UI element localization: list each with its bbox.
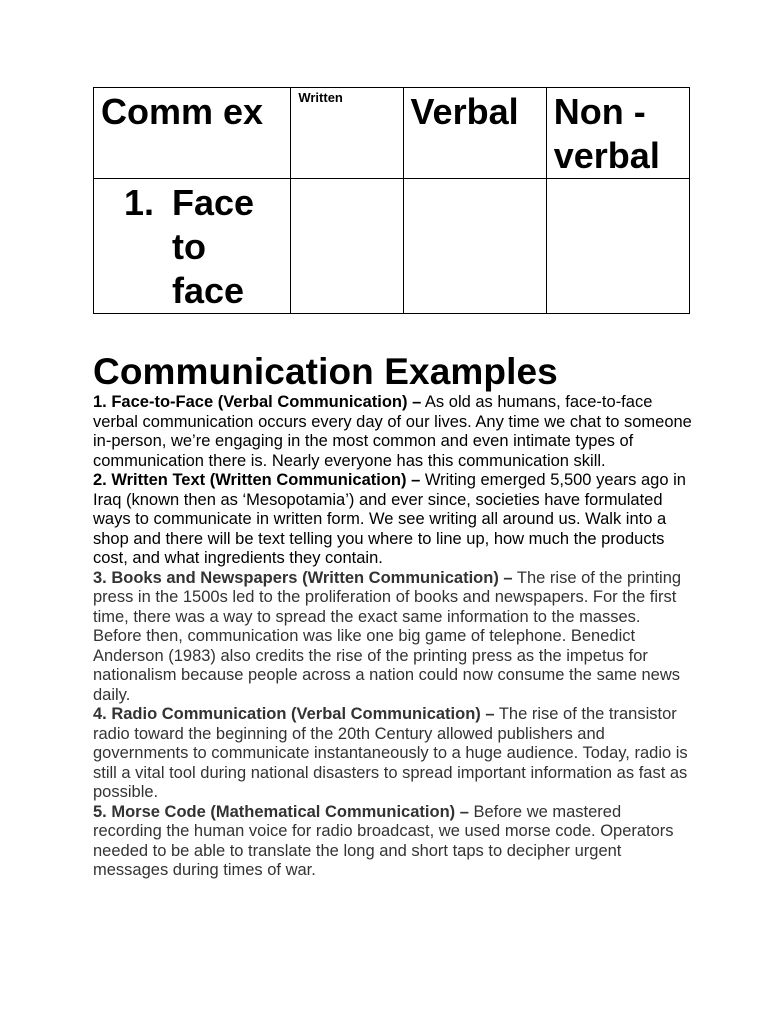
communication-table bbox=[93, 87, 690, 314]
example-paragraph bbox=[93, 705, 693, 803]
header-non-verbal: Non - verbal bbox=[546, 88, 689, 179]
examples-section bbox=[93, 350, 693, 881]
section-title: Communication Examples bbox=[93, 351, 558, 392]
example-body: The rise of the printing press in the 1500s led to the proliferation of books and newspapers. For the first time, there was a way to spread the exact same information to the masses. Before then, communication was like one big game of telephone. Benedict Anderson (1983) also credits the rise of the printing press as the impetus for nationalism because people across a nation could now consume the same news daily. bbox=[93, 568, 682, 704]
header-verbal: Verbal bbox=[403, 88, 546, 179]
example-heading: 3. Books and Newspapers (Written Communication) – bbox=[93, 568, 513, 587]
row-label: Face to face bbox=[172, 182, 255, 311]
numbered-list-item bbox=[124, 181, 286, 313]
table-row bbox=[94, 179, 690, 314]
example-paragraph bbox=[93, 803, 693, 881]
cell-nonverbal bbox=[546, 179, 689, 314]
example-paragraph bbox=[93, 569, 693, 706]
cell-verbal bbox=[403, 179, 546, 314]
example-paragraph bbox=[93, 471, 693, 569]
table-header-row bbox=[94, 88, 690, 179]
header-written: Written bbox=[291, 88, 403, 179]
example-paragraph bbox=[93, 393, 693, 471]
example-body: Writing emerged 5,500 years ago in Iraq (known then as ‘Mesopotamia’) and ever since, societies have formulated ways to communicate in written form. We see writing all around us. Walk into a shop and there will be text telling you where to line up, how much the products cost, and what ingredients they contain. bbox=[93, 471, 686, 567]
example-heading: 2. Written Text (Written Communication) – bbox=[93, 471, 421, 489]
row-label-cell bbox=[94, 179, 291, 314]
example-body: Before we mastered recording the human voice for radio broadcast, we used morse code. Operators needed to be able to translate the long and short taps to decipher urgent messages during times of war. bbox=[93, 802, 674, 879]
examples-list bbox=[93, 393, 693, 881]
example-heading: 5. Morse Code (Mathematical Communication) – bbox=[93, 802, 469, 821]
list-number: 1. bbox=[124, 182, 155, 223]
example-body: As old as humans, face-to-face verbal communication occurs every day of our lives. Any time we chat to someone in-person, we’re engaging in the most common and even intimate types of communication there is. Nearly everyone has this communication skill. bbox=[93, 393, 692, 470]
cell-written bbox=[291, 179, 403, 314]
example-heading: 1. Face-to-Face (Verbal Communication) – bbox=[93, 393, 422, 411]
example-body: The rise of the transistor radio toward the beginning of the 20th Century allowed publishers and governments to communicate instantaneously to a huge audience. Today, radio is still a vital tool during national disasters to spread important information as fast as possible. bbox=[93, 705, 688, 801]
header-comm-ex: Comm ex bbox=[94, 88, 291, 179]
example-heading: 4. Radio Communication (Verbal Communication) – bbox=[93, 705, 495, 723]
